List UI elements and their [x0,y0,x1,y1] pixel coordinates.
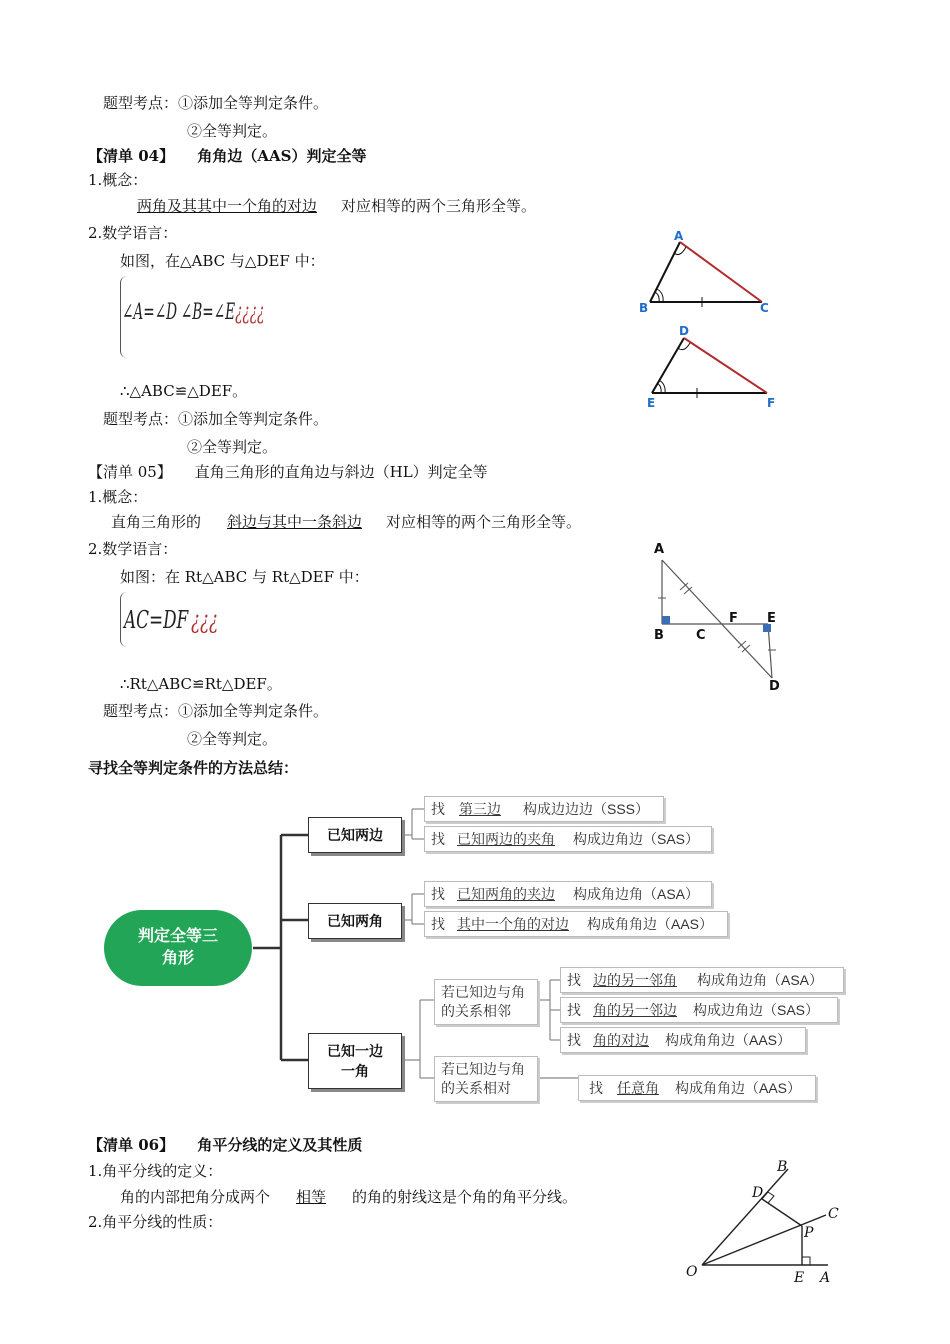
aas-abc-side-ac [680,242,762,302]
sec06-def [120,1186,577,1207]
branch-side-angle [308,1033,402,1089]
leaf-asa-1-post: 构成角边角（ASA） [573,886,700,902]
sec04-conclusion: ∴△ABC≌△DEF。 [120,382,248,400]
sec05-formula-glitch: ¿¿¿ [190,606,219,634]
sec05-title: 直角三角形的直角边与斜边（HL）判定全等 [194,463,488,481]
sec04-formula-part1: ∠A=∠D [122,300,178,325]
sec05-concept-label: 1.概念： [88,488,148,506]
branch-two-angles-label: 已知两角 [327,913,383,929]
sec06-heading-tag: 【清单 06】 [88,1136,175,1154]
sec04-concept-rest: 对应相等的两个三角形全等。 [341,197,537,215]
sec04-formula-part2: ∠B=∠E [180,300,236,325]
cond-opposite [434,1056,538,1102]
sec05-concept-pre: 直角三角形的 [111,513,202,531]
right-angle-e [802,1257,810,1265]
leaf-aas-1-pre: 找 [431,916,445,932]
sec04-intro: 如图，在△ABC 与△DEF 中： [120,252,325,270]
sec06-def-label: 1.角平分线的定义： [88,1162,223,1180]
leaf-sas-1-post: 构成边角边（SAS） [573,831,700,847]
summary-title: 寻找全等判定条件的方法总结： [88,759,299,777]
exam-point-1: ①添加全等判定条件。 [178,94,329,112]
exam-points-label-text: 题型考点： [103,94,179,112]
leaf-sss-pre: 找 [431,801,445,817]
leaf-asa-2-blank: 边的另一邻角 [593,972,677,988]
bisector-label-p: P [804,1225,814,1241]
bisector-label-c: C [828,1206,839,1222]
leaf-sss-blank: 第三边 [459,801,501,817]
branch-two-sides-label: 已知两边 [327,827,383,843]
mindmap-root-label: 判定全等三角形 [138,928,219,967]
leaf-aas-3-blank: 任意角 [617,1080,659,1096]
hl-label-e: E [767,611,776,626]
sec05-exam-label: 题型考点： [103,702,179,720]
leaf-asa-1 [424,881,712,907]
leaf-asa-2-pre: 找 [567,972,581,988]
sec05-formula [124,606,218,634]
leaf-sss-post: 构成边边边（SSS） [523,801,650,817]
ray-ob [702,1169,788,1265]
bisector-label-a: A [820,1270,831,1286]
aas-label-d: D [679,324,689,338]
sec04-concept [111,195,536,216]
sec05-concept-rest: 对应相等的两个三角形全等。 [386,513,582,531]
hl-side-ed [768,624,772,678]
hl-figure [640,538,800,698]
aas-abc-side-ab [650,242,680,302]
sec04-formula-glitch: ¿¿¿¿ [235,300,265,325]
sec04-exam-point-2: ②全等判定。 [187,438,278,456]
aas-def-side-de [652,338,684,393]
bisector-figure [680,1155,850,1290]
leaf-aas-2-blank: 角的对边 [593,1032,649,1048]
hl-label-a: A [654,542,665,557]
leaf-sas-2 [560,997,838,1023]
sec05-math-label: 2.数学语言： [88,540,178,558]
sec04-formula [122,300,264,325]
sec04-exam-label: 题型考点： [103,410,179,428]
mindmap-root [104,910,252,986]
sec04-title: 角角边（AAS）判定全等 [197,147,367,165]
sec04-math-label: 2.数学语言： [88,224,178,242]
sec05-concept-blank: 斜边与其中一条斜边 [227,513,363,531]
leaf-aas-2-pre: 找 [567,1032,581,1048]
branch-two-sides [308,817,402,853]
sec05-conclusion: ∴Rt△ABC≌Rt△DEF。 [120,675,282,693]
leaf-aas-3 [578,1075,816,1101]
sec05-heading-tag: 【清单 05】 [88,463,172,481]
bisector-label-e: E [794,1270,805,1286]
sec04-concept-blank: 两角及其其中一个角的对边 [137,197,318,215]
leaf-asa-1-pre: 找 [431,886,445,902]
leaf-aas-3-post: 构成角角边（AAS） [675,1080,802,1096]
hl-label-f: F [729,611,738,626]
sec06-def-blank: 相等 [296,1188,327,1206]
leaf-sss [424,796,664,822]
sec04-exam-point-1: ①添加全等判定条件。 [178,410,329,428]
sec06-title: 角平分线的定义及其性质 [197,1136,363,1154]
leaf-aas-2 [560,1027,806,1053]
leaf-sas-1-blank: 已知两边的夹角 [457,831,555,847]
aas-label-e: E [647,396,656,410]
exam-points-label [103,92,328,113]
sec05-exam-points [103,700,328,721]
right-angle-d [762,1192,774,1203]
sec04-heading-tag: 【清单 04】 [88,147,175,165]
bisector-label-b: B [777,1159,788,1175]
sec06-heading [88,1134,362,1155]
sec05-intro: 如图：在 Rt△ABC 与 Rt△DEF 中： [120,568,369,586]
sec05-exam-point-1: ①添加全等判定条件。 [178,702,329,720]
leaf-aas-1-post: 构成角角边（AAS） [587,916,714,932]
sec06-def-rest: 的角的射线这是个角的角平分线。 [352,1188,578,1206]
sec04-concept-label: 1.概念： [88,171,148,189]
exam-point-2: ②全等判定。 [187,122,278,140]
segment-dp [762,1199,802,1226]
cond-adjacent-label: 若已知边与角的关系相邻 [441,984,525,1019]
leaf-sas-1-pre: 找 [431,831,445,847]
leaf-sas-2-pre: 找 [567,1002,581,1018]
hl-label-c: C [696,628,706,643]
sec05-formula-text: AC=DF [124,606,189,634]
aas-label-f: F [767,396,776,410]
leaf-asa-2-post: 构成角边角（ASA） [697,972,824,988]
sec04-heading [88,145,366,166]
sec04-exam-points [103,408,328,429]
aas-figure [630,225,790,415]
aas-label-b: B [639,301,649,315]
leaf-asa-1-blank: 已知两角的夹边 [457,886,555,902]
leaf-sas-2-post: 构成边角边（SAS） [693,1002,820,1018]
hl-label-d: D [769,679,780,694]
leaf-sas-1 [424,826,712,852]
branch-two-angles [308,903,402,939]
leaf-asa-2 [560,967,844,993]
leaf-aas-1 [424,911,728,937]
leaf-aas-3-pre: 找 [589,1080,603,1096]
bisector-label-o: O [686,1264,698,1280]
branch-side-angle-label: 已知一边一角 [327,1043,383,1079]
leaf-sas-2-blank: 角的另一邻边 [593,1002,677,1018]
hl-right-angle-b [662,616,670,624]
hl-label-b: B [654,628,664,643]
bisector-label-d: D [752,1185,764,1201]
aas-label-a: A [674,229,684,243]
aas-label-c: C [760,301,769,315]
cond-adjacent [434,979,538,1025]
sec05-heading [88,461,488,482]
leaf-aas-1-blank: 其中一个角的对边 [457,916,569,932]
aas-angle-b1 [655,292,659,302]
leaf-aas-2-post: 构成角角边（AAS） [665,1032,792,1048]
hl-line-ad [662,560,772,678]
sec05-concept [111,511,581,532]
sec05-exam-point-2: ②全等判定。 [187,730,278,748]
aas-def-side-df [684,338,767,393]
sec06-def-pre: 角的内部把角分成两个 [120,1188,271,1206]
cond-opposite-label: 若已知边与角的关系相对 [441,1061,525,1096]
sec06-prop-label: 2.角平分线的性质： [88,1213,223,1231]
